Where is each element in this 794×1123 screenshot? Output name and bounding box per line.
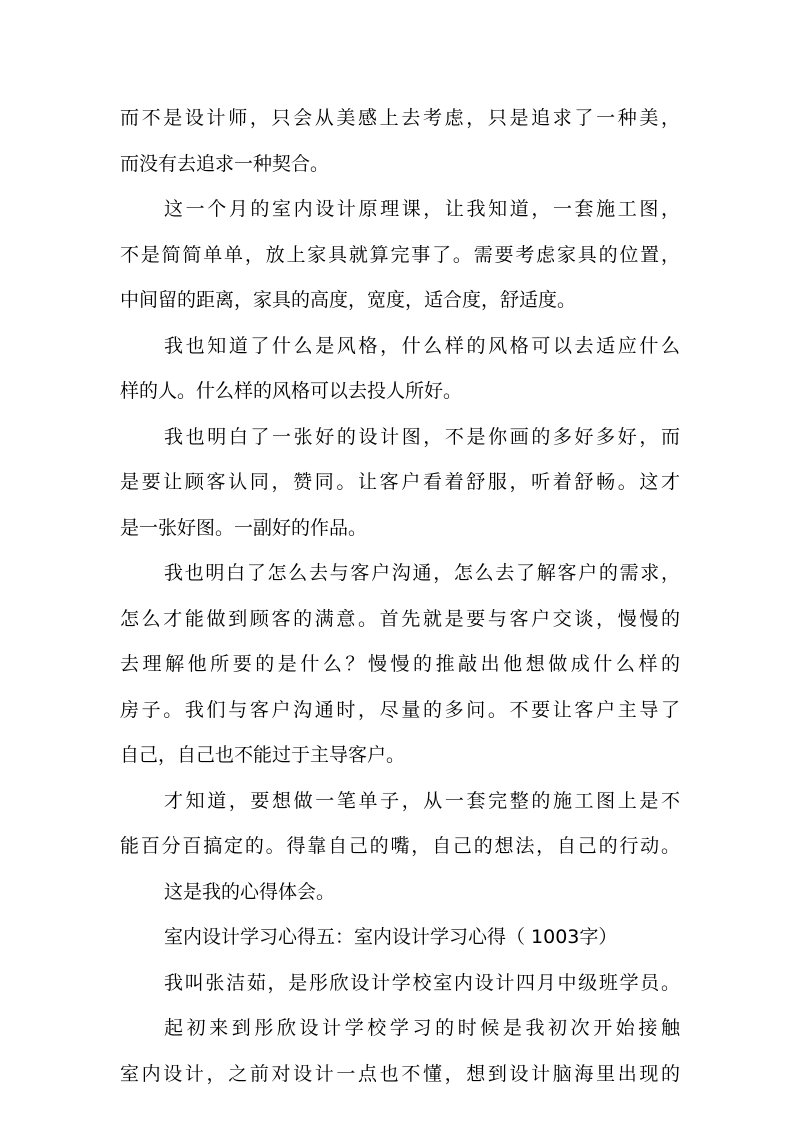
text-line: 中间留的距离，家具的高度，宽度，适合度，舒适度。 bbox=[120, 289, 577, 311]
text-line: 是要让顾客认同，赞同。让客户看着舒服，听着舒畅。这才 bbox=[120, 471, 680, 493]
text-line: 我叫张洁茹，是彤欣设计学校室内设计四月中级班学员。 bbox=[164, 971, 680, 994]
text-line: 起初来到彤欣设计学校学习的时候是我初次开始接触 bbox=[164, 1017, 680, 1039]
text-line: 能百分百搞定的。得靠自己的嘴，自己的想法，自己的行动。 bbox=[120, 835, 680, 857]
text-line: 自己，自己也不能过于主导客户。 bbox=[120, 744, 406, 766]
text-line: 我也明白了一张好的设计图，不是你画的多好多好，而 bbox=[164, 425, 680, 448]
text-line: 房子。我们与客户沟通时，尽量的多问。不要让客户主导了 bbox=[120, 698, 680, 721]
text-line: 这是我的心得体会。 bbox=[164, 880, 336, 903]
text-line: 室内设计学习心得五：室内设计学习心得（ 1003字） bbox=[164, 926, 618, 948]
text-line: 而不是设计师，只会从美感上去考虑，只是追求了一种美， bbox=[120, 107, 680, 129]
text-line: 样的人。什么样的风格可以去投人所好。 bbox=[120, 380, 463, 402]
document-body bbox=[120, 96, 680, 1097]
text-line: 我也明白了怎么去与客户沟通，怎么去了解客户的需求， bbox=[164, 562, 680, 584]
text-line: 去理解他所要的是什么？慢慢的推敲出他想做成什么样的 bbox=[120, 653, 680, 675]
text-line: 才知道，要想做一笔单子，从一套完整的施工图上是不 bbox=[164, 789, 680, 812]
text-line: 是一张好图。一副好的作品。 bbox=[120, 516, 368, 539]
text-line: 而没有去追求一种契合。 bbox=[120, 152, 330, 175]
text-line: 怎么才能做到顾客的满意。首先就是要与客户交谈，慢慢的 bbox=[120, 607, 680, 630]
text-line: 不是简简单单，放上家具就算完事了。需要考虑家具的位置， bbox=[120, 243, 680, 266]
text-line: 我也知道了什么是风格，什么样的风格可以去适应什么 bbox=[164, 334, 680, 357]
text-line: 这一个月的室内设计原理课，让我知道，一套施工图， bbox=[164, 198, 680, 220]
text-line: 室内设计，之前对设计一点也不懂，想到设计脑海里出现的 bbox=[120, 1062, 680, 1085]
